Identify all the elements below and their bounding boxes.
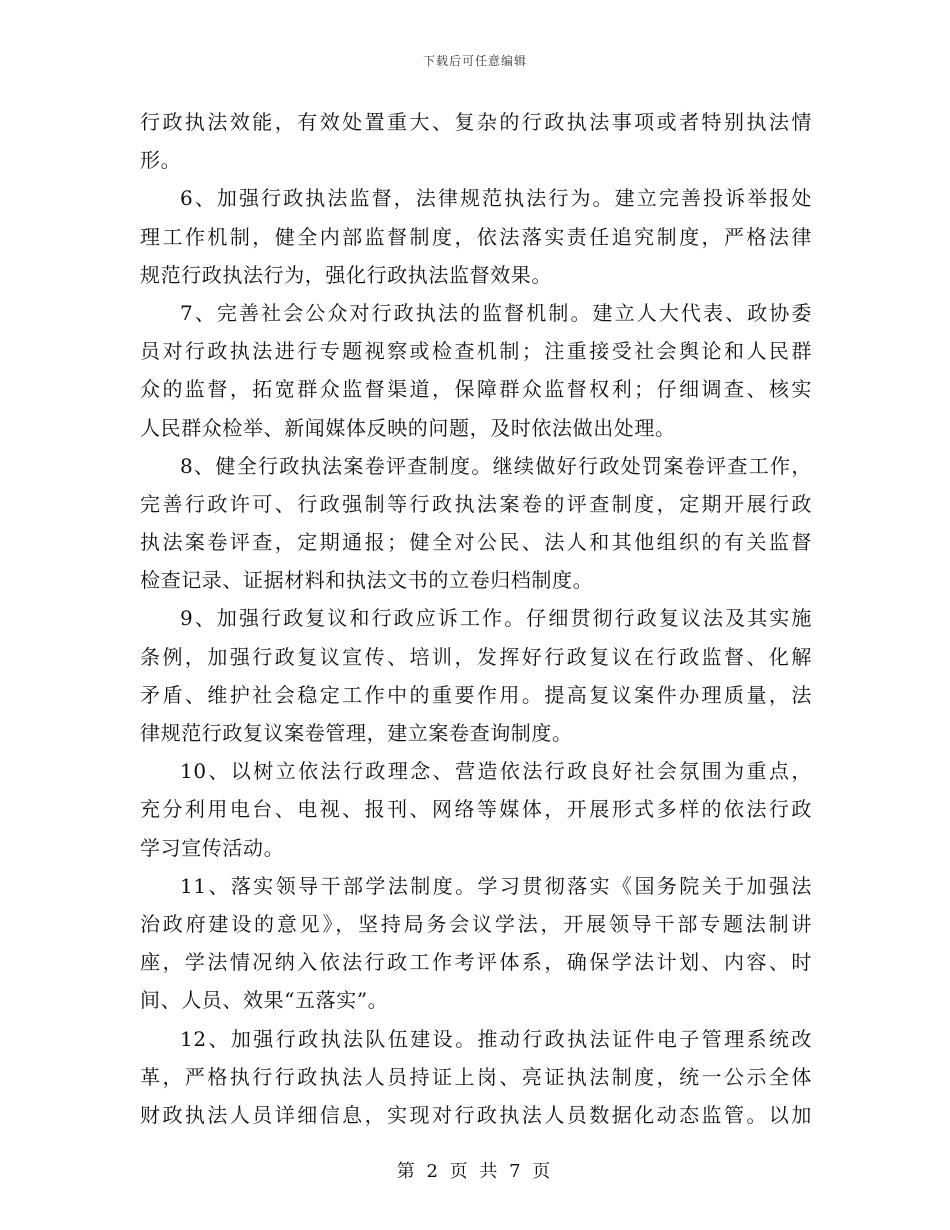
text-line: 9、加强行政复议和行政应诉工作。仔细贯彻行政复议法及其实施 <box>180 606 812 631</box>
text-line: 学习宣传活动。 <box>140 835 285 860</box>
text-line: 充分利用电台、电视、报刊、网络等媒体，开展形式多样的依法行政 <box>140 797 812 822</box>
text-line: 理工作机制，健全内部监督制度，依法落实责任追究制度，严格法律 <box>140 224 812 249</box>
paragraph-item-6 <box>140 179 812 294</box>
text-line: 7、完善社会公众对行政执法的监督机制。建立人大代表、政协委 <box>180 300 812 325</box>
text-line: 规范行政执法行为，强化行政执法监督效果。 <box>140 262 552 287</box>
document-body <box>140 103 812 1134</box>
text-line: 间、人员、效果“五落实”。 <box>140 988 389 1013</box>
paragraph-item-11 <box>140 867 812 1020</box>
paragraph-item-10 <box>140 752 812 867</box>
text-line: 财政执法人员详细信息，实现对行政执法人员数据化动态监管。以加 <box>140 1102 812 1127</box>
paragraph-continuation <box>140 103 812 179</box>
text-line: 8、健全行政执法案卷评查制度。继续做好行政处罚案卷评查工作， <box>180 453 812 478</box>
paragraph-item-8 <box>140 447 812 600</box>
text-line: 12、加强行政执法队伍建设。推动行政执法证件电子管理系统改 <box>180 1026 812 1051</box>
text-line: 检查记录、证据材料和执法文书的立卷归档制度。 <box>140 568 594 593</box>
page-header: 下载后可任意编辑 <box>422 54 527 68</box>
text-line: 11、落实领导干部学法制度。学习贯彻落实《国务院关于加强法 <box>180 873 812 898</box>
text-line: 执法案卷评查，定期通报；健全对公民、法人和其他组织的有关监督 <box>140 530 812 555</box>
text-line: 行政执法效能，有效处置重大、复杂的行政执法事项或者特别执法情 <box>140 110 812 134</box>
text-line: 人民群众检举、新闻媒体反映的问题，及时依法做出处理。 <box>140 415 676 440</box>
text-line: 完善行政许可、行政强制等行政执法案卷的评查制度，定期开展行政 <box>140 491 812 516</box>
paragraph-item-7 <box>140 294 812 447</box>
paragraph-item-12 <box>140 1020 812 1135</box>
text-line: 形。 <box>140 148 182 173</box>
paragraph-item-9 <box>140 599 812 752</box>
text-line: 员对行政执法进行专题视察或检查机制；注重接受社会舆论和人民群 <box>140 339 812 364</box>
text-line: 10、以树立依法行政理念、营造依法行政良好社会氛围为重点， <box>180 759 812 784</box>
text-line: 律规范行政复议案卷管理，建立案卷查询制度。 <box>140 721 573 745</box>
text-line: 治政府建设的意见》，坚持局务会议学法，开展领导干部专题法制讲 <box>140 911 812 936</box>
page-number-footer: 第 2 页 共 7 页 <box>396 1161 554 1182</box>
text-line: 矛盾、维护社会稳定工作中的重要作用。提高复议案件办理质量，法 <box>140 682 812 707</box>
text-line: 6、加强行政执法监督，法律规范执法行为。建立完善投诉举报处 <box>180 186 812 211</box>
text-line: 座，学法情况纳入依法行政工作考评体系，确保学法计划、内容、时 <box>140 950 812 975</box>
text-line: 众的监督，拓宽群众监督渠道，保障群众监督权利；仔细调查、核实 <box>140 377 812 402</box>
text-line: 革，严格执行行政执法人员持证上岗、亮证执法制度，统一公示全体 <box>140 1064 812 1089</box>
text-line: 条例，加强行政复议宣传、培训，发挥好行政复议在行政监督、化解 <box>140 644 812 669</box>
